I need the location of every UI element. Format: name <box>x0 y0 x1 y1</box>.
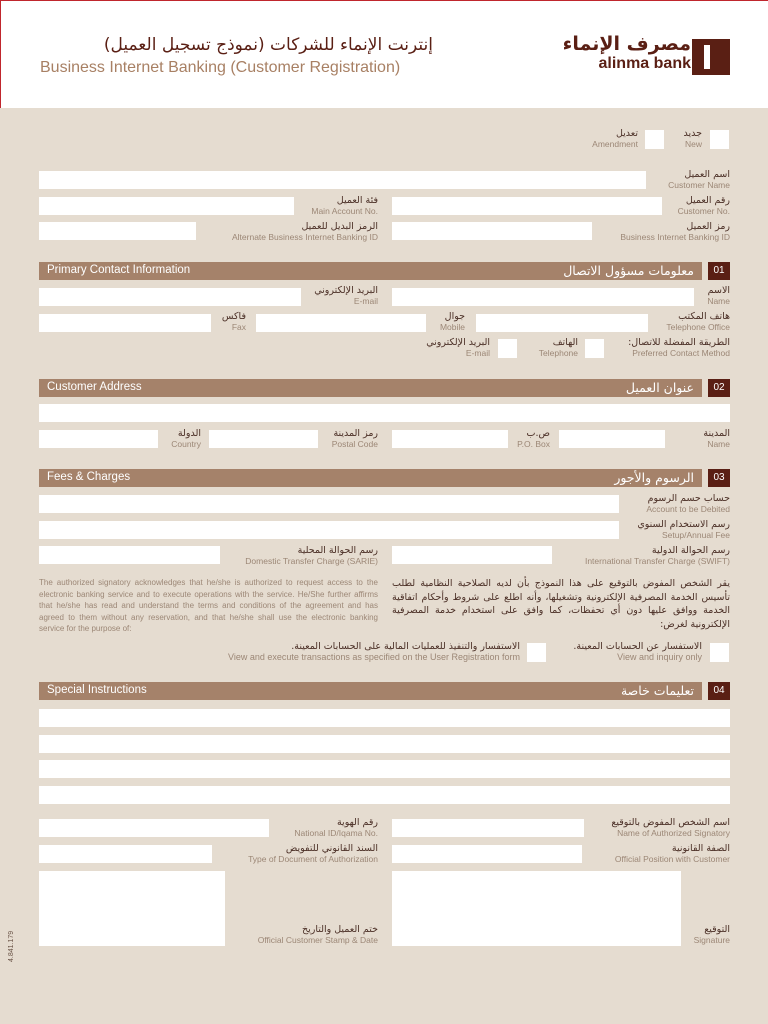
address-line-input[interactable] <box>39 404 730 422</box>
domestic-charge-label: رسم الحوالة المحلية Domestic Transfer Charge (SARIE) <box>245 545 378 566</box>
debit-account-label: حساب حسم الرسوم Account to be Debited <box>646 493 730 514</box>
form-code: 4.841.179 <box>8 930 15 962</box>
contact-email-label: البريد الإلكتروني E-mail <box>314 285 378 306</box>
national-id-label: رقم الهوية National ID/Iqama No. <box>294 817 378 838</box>
instructions-line-4[interactable] <box>39 786 730 804</box>
pref-email-label: البريد الإلكتروني E-mail <box>426 337 490 358</box>
section-04-title-en: Special Instructions <box>47 684 147 696</box>
bib-id-input[interactable] <box>392 222 592 240</box>
fax-input[interactable] <box>39 314 211 332</box>
section-04-number: 04 <box>708 682 730 700</box>
authorization-doc-input[interactable] <box>39 845 212 863</box>
contact-name-label: الاسم Name <box>707 285 730 306</box>
amendment-checkbox[interactable] <box>645 130 664 149</box>
bib-id-label: رمز العميل Business Internet Banking ID <box>620 221 730 242</box>
signatory-name-input[interactable] <box>392 819 584 837</box>
view-execute-checkbox[interactable] <box>527 643 546 662</box>
section-01-title-en: Primary Contact Information <box>47 264 191 276</box>
view-only-label: الاستفسار عن الحسابات المعينة. View and inquiry only <box>573 641 702 662</box>
instructions-line-1[interactable] <box>39 709 730 727</box>
section-02-number: 02 <box>708 379 730 397</box>
pref-phone-label: الهاتف Telephone <box>538 337 578 358</box>
logo <box>561 33 691 78</box>
section-01-title-ar: معلومات مسؤول الاتصال <box>563 263 694 278</box>
po-box-input[interactable] <box>392 430 508 448</box>
mobile-label: جوال Mobile <box>439 311 465 332</box>
view-execute-label: الاستفسار والتنفيذ للعمليات المالية على الحسابات المعينة. View and execute transactions as specified on the User Registration form <box>228 641 520 662</box>
pref-email-checkbox[interactable] <box>498 339 517 358</box>
title-english: Business Internet Banking (Customer Registration) <box>40 59 401 76</box>
section-04-bar <box>39 682 702 700</box>
domestic-charge-input[interactable] <box>39 546 220 564</box>
section-02-title-en: Customer Address <box>47 381 142 393</box>
fax-label: فاكس Fax <box>221 311 246 332</box>
new-checkbox[interactable] <box>710 130 729 149</box>
customer-name-label: اسم العميل Customer Name <box>668 169 730 190</box>
customer-name-input[interactable] <box>39 171 646 189</box>
instructions-line-2[interactable] <box>39 735 730 753</box>
office-phone-input[interactable] <box>476 314 648 332</box>
debit-account-input[interactable] <box>39 495 619 513</box>
title-arabic: إنترنت الإنماء للشركات (نموذج تسجيل العميل) <box>103 35 433 55</box>
section-03-title-ar: الرسوم والأجور <box>614 470 694 485</box>
intl-charge-label: رسم الحوالة الدولية International Transfer Charge (SWIFT) <box>584 545 730 566</box>
signatory-name-label: اسم الشخص المفوض بالتوقيع Name of Authorized Signatory <box>611 817 730 838</box>
section-01-number: 01 <box>708 262 730 280</box>
terms-paragraph-ar: يقر الشخص المفوض بالتوقيع على هذا النموذج بأن لديه الصلاحية النظامية لطلب تأسيس الخدمة المصرفية الإلكترونية وتشغيلها، وأنه اطلع على شروط وأحكام اتفاقية الخدمة ووافق عليها دون أي تحفظات، كما وافق على استخدام خدمة المصرفية الإلكترونية لغرض: <box>392 578 730 630</box>
intl-charge-input[interactable] <box>392 546 552 564</box>
setup-fee-label: رسم الاستخدام السنوي Setup/Annual Fee <box>637 519 730 540</box>
city-input[interactable] <box>559 430 665 448</box>
contact-email-input[interactable] <box>39 288 301 306</box>
postal-code-input[interactable] <box>209 430 318 448</box>
country-label: الدولة Country <box>171 428 201 449</box>
alternate-id-label: الرمز البديل للعميل Alternate Business Internet Banking ID <box>232 221 378 242</box>
national-id-input[interactable] <box>39 819 269 837</box>
po-box-label: ص.ب P.O. Box <box>517 428 550 449</box>
amendment-label: تعديل Amendment <box>592 128 638 149</box>
stamp-label: ختم العميل والتاريخ Official Customer Stamp & Date <box>257 924 378 945</box>
signature-box[interactable] <box>392 871 681 946</box>
authorization-doc-label: السند القانوني للتفويض Type of Document of Authorization <box>248 843 378 864</box>
section-03-bar <box>39 469 702 487</box>
customer-number-label: رقم العميل Customer No. <box>677 195 730 216</box>
customer-number-input[interactable] <box>392 197 662 215</box>
instructions-line-3[interactable] <box>39 760 730 778</box>
contact-name-input[interactable] <box>392 288 694 306</box>
logo-english: alinma bank <box>598 55 691 72</box>
office-phone-label: هاتف المكتب Telephone Office <box>666 311 730 332</box>
view-only-checkbox[interactable] <box>710 643 729 662</box>
city-label: المدينة Name <box>703 428 730 449</box>
mobile-input[interactable] <box>256 314 426 332</box>
postal-code-label: رمز المدينة Postal Code <box>331 428 378 449</box>
signature-label: التوقيع Signature <box>693 924 730 945</box>
country-input[interactable] <box>39 430 158 448</box>
stamp-box[interactable] <box>39 871 225 946</box>
new-label: جديد New <box>683 128 702 149</box>
section-04-title-ar: تعليمات خاصة <box>620 683 694 698</box>
alternate-id-input[interactable] <box>39 222 196 240</box>
terms-paragraph-en: The authorized signatory acknowledges that he/she is authorized to request access to the electronic banking service and to execute operations with the service. He/She further affirms that he/she has read and understand the terms and conditions of the agreement and has agreed to them without any reservation, and that he/she shall use the electronic banking service for the purpose of: <box>39 578 378 633</box>
header <box>0 0 768 108</box>
section-02-title-ar: عنوان العميل <box>625 380 694 395</box>
official-position-label: الصفة القانونية Official Position with Customer <box>614 843 730 864</box>
main-account-input[interactable] <box>39 197 294 215</box>
section-01-bar <box>39 262 702 280</box>
official-position-input[interactable] <box>392 845 582 863</box>
preferred-method-label: الطريقة المفضلة للاتصال: Preferred Contact Method <box>628 337 730 358</box>
logo-arabic: مصرف الإنماء <box>562 33 691 55</box>
setup-fee-input[interactable] <box>39 521 619 539</box>
section-03-title-en: Fees & Charges <box>47 471 131 483</box>
pref-phone-checkbox[interactable] <box>585 339 604 358</box>
main-account-label: فئة العميل Main Account No. <box>311 195 378 216</box>
section-03-number: 03 <box>708 469 730 487</box>
section-02-bar <box>39 379 702 397</box>
logo-icon <box>692 39 730 75</box>
